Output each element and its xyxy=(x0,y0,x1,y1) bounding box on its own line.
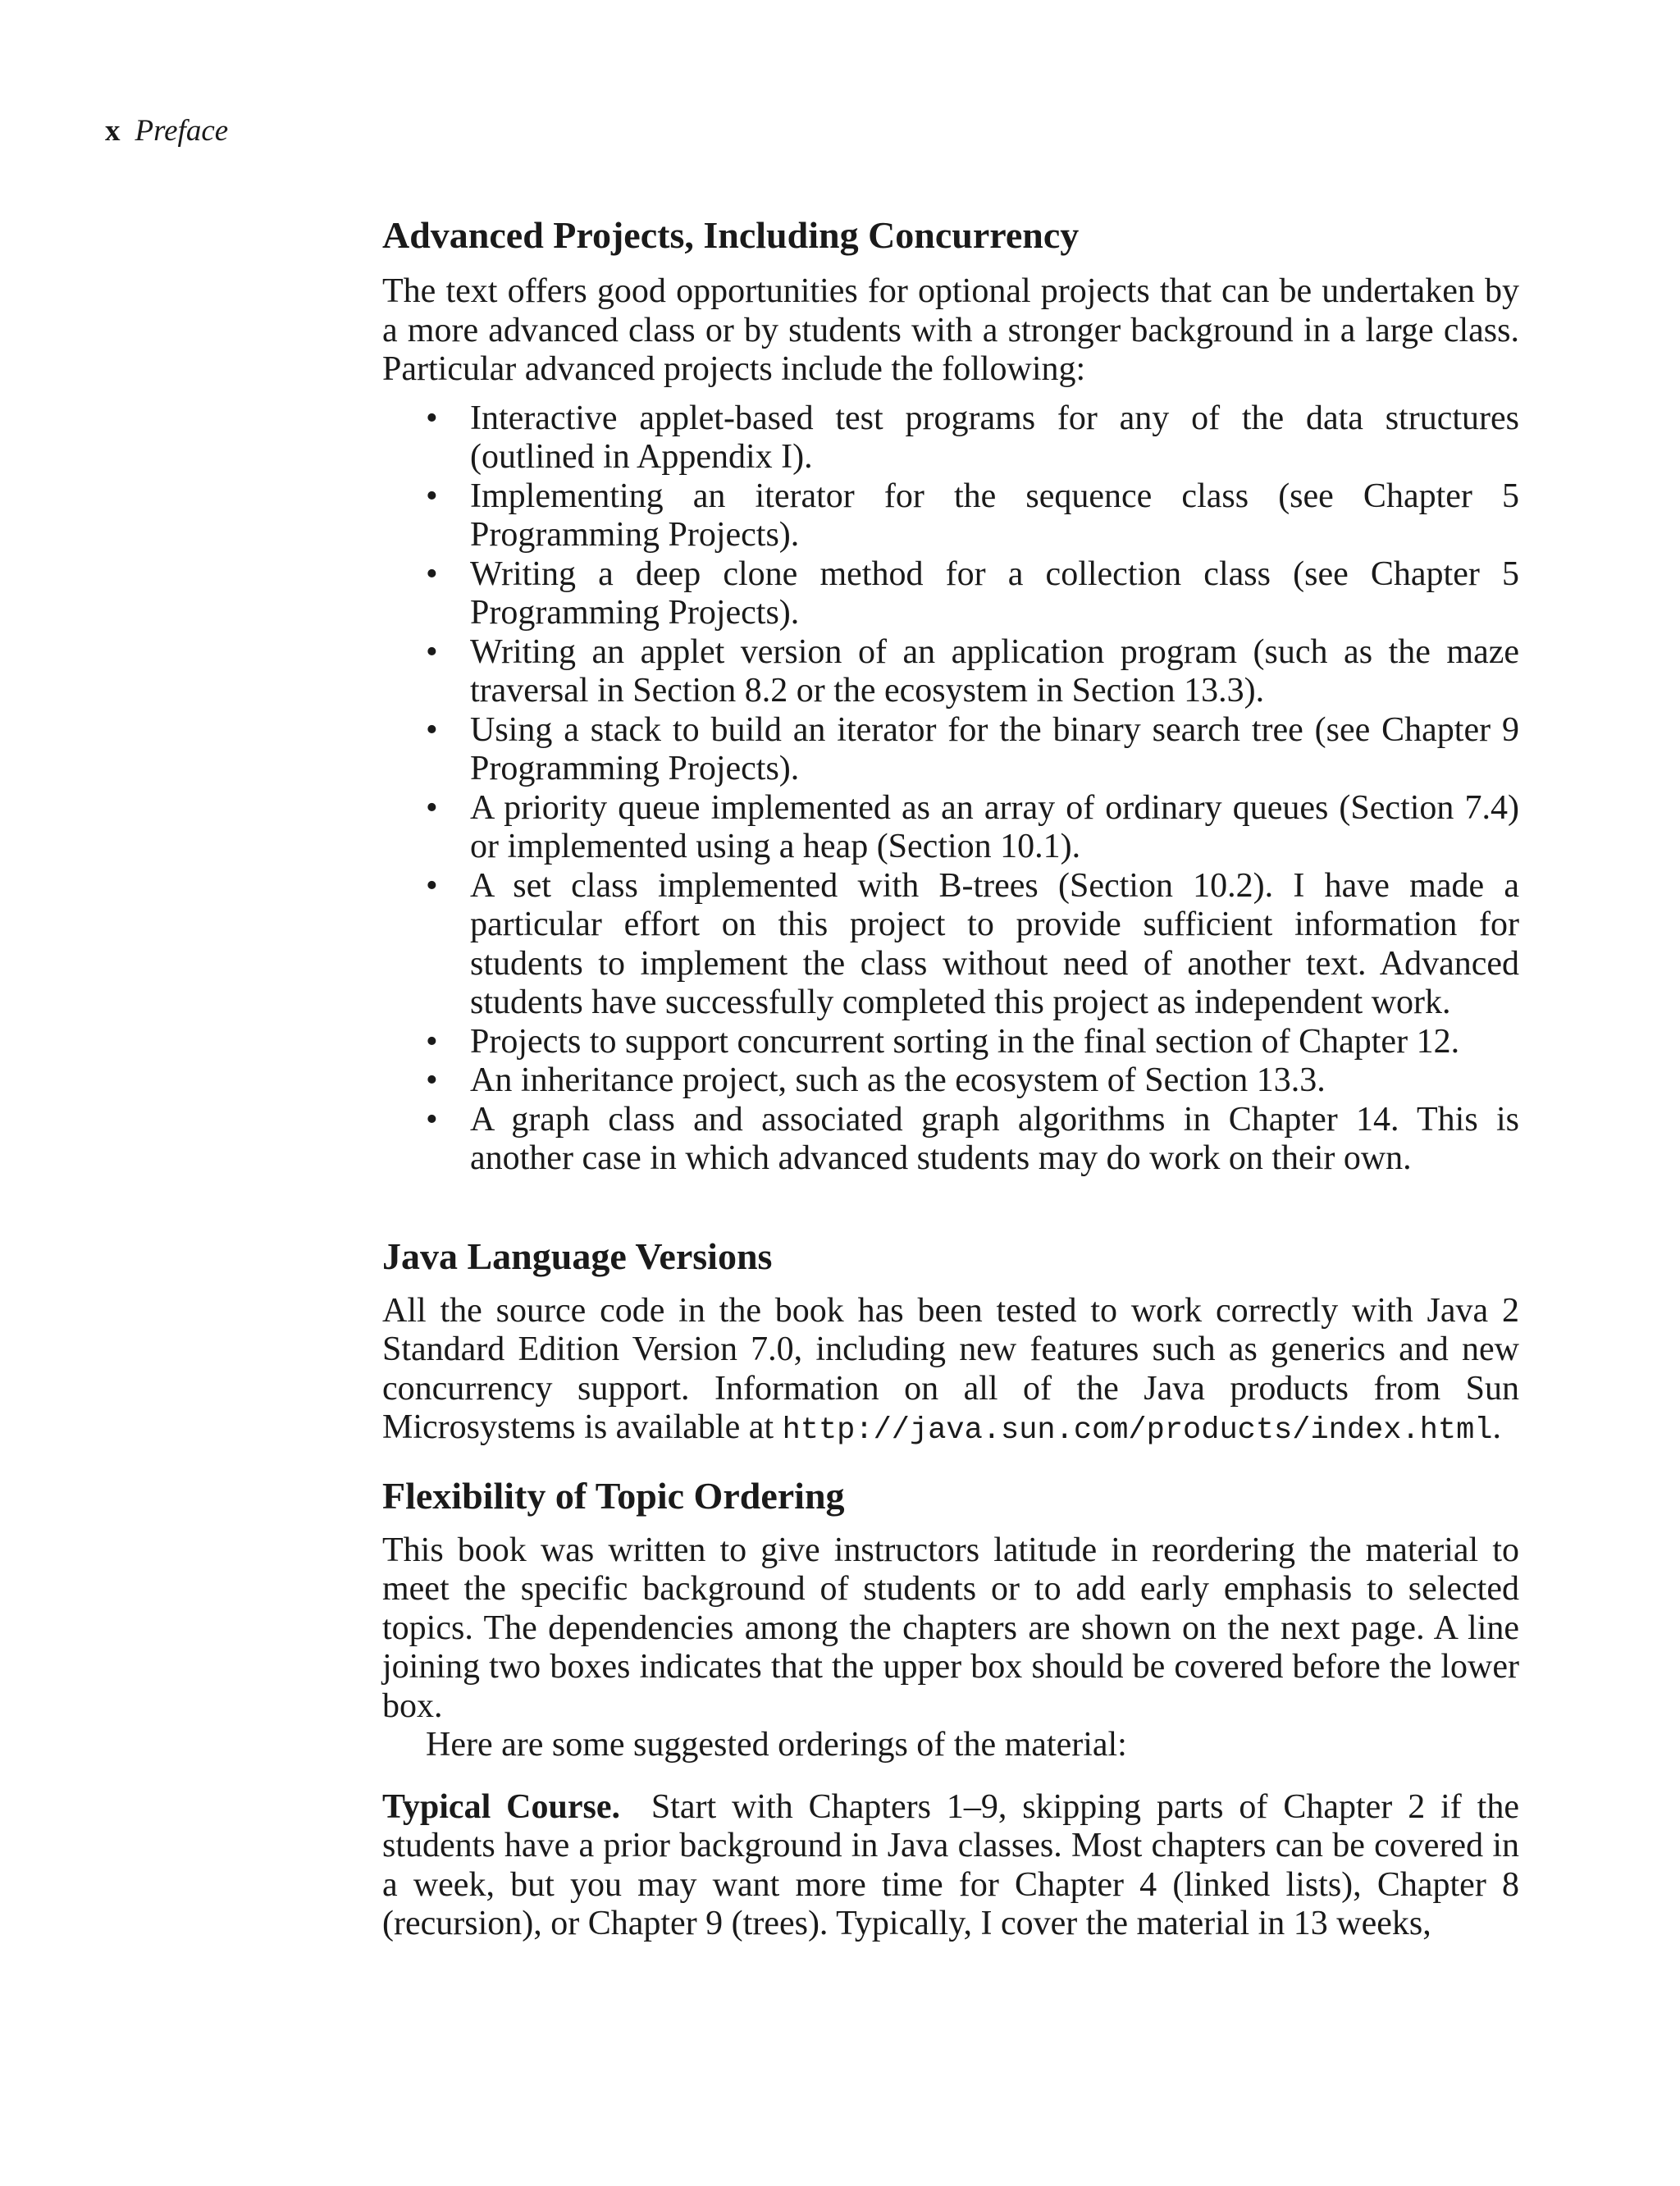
section-heading-topic-ordering: Flexibility of Topic Ordering xyxy=(382,1474,845,1517)
list-item: • A set class implemented with B-trees (Section 10.2). I have made a particular effort on this project to provide sufficient information for students to implement the class without need of another text. Advanced students have successfully completed this project as independent work. xyxy=(470,867,1519,1023)
section-heading-java-versions: Java Language Versions xyxy=(382,1234,773,1277)
java-versions-text: All the source code in the book has been tested to work correctly with Java 2 Standard Edition Version 7.0, including new features such as generics and new concurrency support. Information on all of the Java products from Sun Microsystems is available at xyxy=(382,1291,1519,1446)
list-item: • Writing a deep clone method for a collection class (see Chapter 5 Programming Projects). xyxy=(470,555,1519,633)
list-item: • Interactive applet-based test programs for any of the data structures (outlined in Appendix I). xyxy=(470,399,1519,477)
suggested-orderings-lead: Here are some suggested orderings of the material: xyxy=(426,1726,1127,1764)
java-versions-end: . xyxy=(1492,1408,1502,1446)
topic-ordering-paragraph: This book was written to give instructors latitude in reordering the material to meet the specific background of students or to add early emphasis to selected topics. The dependencies among the chapters are shown on the next page. A line joining two boxes indicates that the upper box should be covered before the lower box. xyxy=(382,1531,1519,1725)
list-item: • A graph class and associated graph algorithms in Chapter 14. This is another case in which advanced students may do work on their own. xyxy=(470,1101,1519,1179)
running-title: Preface xyxy=(135,114,229,148)
advanced-projects-intro: The text offers good opportunities for optional projects that can be undertaken by a more advanced class or by students with a stronger background in a large class. Particular advanced projects include the following: xyxy=(382,272,1519,388)
list-item: • A priority queue implemented as an array of ordinary queues (Section 7.4) or implemented using a heap (Section 10.1). xyxy=(470,789,1519,867)
list-item: • Implementing an iterator for the sequence class (see Chapter 5 Programming Projects). xyxy=(470,477,1519,555)
page-number: x xyxy=(105,114,121,148)
java-versions-paragraph xyxy=(382,1292,1519,1451)
typical-course-label: Typical Course. xyxy=(382,1787,620,1826)
list-item: • Using a stack to build an iterator for the binary search tree (see Chapter 9 Programming Projects). xyxy=(470,711,1519,789)
list-item: • Writing an applet version of an application program (such as the maze traversal in Section 8.2 or the ecosystem in Section 13.3). xyxy=(470,633,1519,711)
running-head xyxy=(105,112,228,151)
section-heading-advanced-projects: Advanced Projects, Including Concurrency xyxy=(382,214,1080,256)
list-item: • Projects to support concurrent sorting in the final section of Chapter 12. xyxy=(470,1023,1519,1062)
list-item: • An inheritance project, such as the ecosystem of Section 13.3. xyxy=(470,1061,1519,1101)
advanced-projects-list xyxy=(382,399,1519,1179)
java-products-url: http://java.sun.com/products/index.html xyxy=(782,1413,1493,1448)
page-body xyxy=(382,212,1519,1944)
typical-course-paragraph xyxy=(382,1788,1519,1944)
typical-course-text: Start with Chapters 1–9, skipping parts of Chapter 2 if the students have a prior background in Java classes. Most chapters can be covered in a week, but you may want more time for Chapter 4 (linked lists), Chapter 8 (recursion), or Chapter 9 (trees). Typically, I cover the material in 13 weeks, xyxy=(382,1787,1519,1942)
